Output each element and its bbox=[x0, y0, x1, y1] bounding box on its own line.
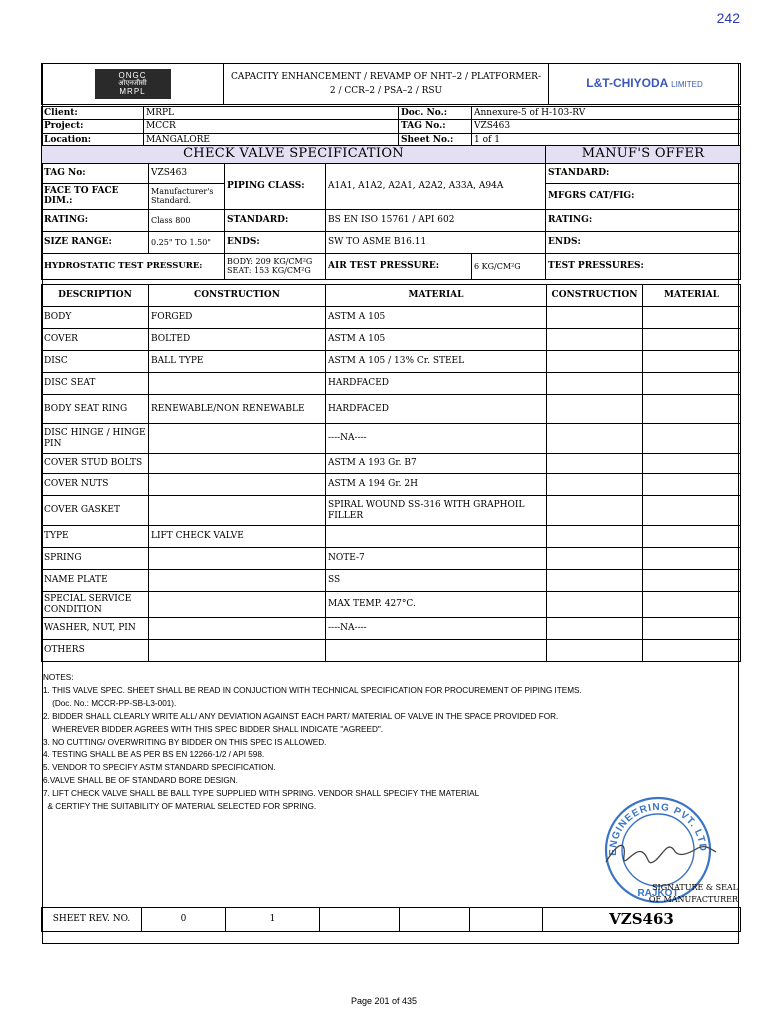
note-line: & CERTIFY THE SUITABILITY OF MATERIAL SELECTED FOR SPRING. bbox=[43, 802, 317, 812]
part-material: HARDFACED bbox=[326, 395, 547, 424]
part-material: ASTM A 193 Gr. B7 bbox=[326, 454, 547, 474]
ongc-logo-hindi: ओएनजीसी bbox=[118, 80, 147, 88]
part-construction: BOLTED bbox=[149, 329, 326, 351]
offer-construction bbox=[547, 640, 643, 662]
part-row bbox=[42, 526, 741, 548]
offer-construction bbox=[547, 526, 643, 548]
part-description: COVER GASKET bbox=[42, 496, 149, 526]
offer-title: MANUF'S OFFER bbox=[546, 146, 741, 164]
offer-material bbox=[643, 496, 741, 526]
air-label: AIR TEST PRESSURE: bbox=[326, 253, 472, 279]
col-m-material: MATERIAL bbox=[643, 285, 741, 307]
part-row bbox=[42, 395, 741, 424]
part-description: BODY bbox=[42, 307, 149, 329]
note-line: WHEREVER BIDDER AGREES WITH THIS SPEC BIDDER SHALL INDICATE "AGREED". bbox=[43, 724, 384, 734]
location-label: Location: bbox=[42, 133, 144, 146]
part-construction: LIFT CHECK VALVE bbox=[149, 526, 326, 548]
page-footer: Page 201 of 435 bbox=[350, 996, 418, 1006]
part-material: ASTM A 105 / 13% Cr. STEEL bbox=[326, 351, 547, 373]
part-description: DISC SEAT bbox=[42, 373, 149, 395]
part-description: DISC HINGE / HINGE PIN bbox=[42, 424, 149, 454]
offer-material bbox=[643, 373, 741, 395]
rev-tag: VZS463 bbox=[543, 908, 741, 932]
part-row bbox=[42, 592, 741, 618]
info-table bbox=[41, 106, 741, 147]
m-rating-label: RATING: bbox=[546, 209, 741, 231]
part-row bbox=[42, 618, 741, 640]
standard-label: STANDARD: bbox=[225, 209, 326, 231]
rev-0: 0 bbox=[142, 908, 226, 932]
part-row bbox=[42, 454, 741, 474]
part-construction bbox=[149, 424, 326, 454]
offer-material bbox=[643, 307, 741, 329]
part-row bbox=[42, 373, 741, 395]
tagno-label: TAG No.: bbox=[399, 120, 472, 133]
note-line: 2. BIDDER SHALL CLEARLY WRITE ALL/ ANY DEVIATION AGAINST EACH PART/ MATERIAL OF VALVE IN THE SPACE PROVIDED FOR. bbox=[43, 711, 559, 721]
note-line: 3. NO CUTTING/ OVERWRITING BY BIDDER ON THIS SPEC IS ALLOWED. bbox=[43, 737, 327, 747]
part-material: ASTM A 194 Gr. 2H bbox=[326, 474, 547, 496]
docno-label: Doc. No.: bbox=[399, 107, 472, 120]
offer-material bbox=[643, 454, 741, 474]
part-row bbox=[42, 474, 741, 496]
part-material: NOTE-7 bbox=[326, 548, 547, 570]
docno-value: Annexure-5 of H-103-RV bbox=[472, 107, 741, 120]
part-material: ----NA---- bbox=[326, 618, 547, 640]
offer-construction bbox=[547, 454, 643, 474]
contractor-suffix: LIMITED bbox=[671, 80, 703, 90]
m-ends-label: ENDS: bbox=[546, 231, 741, 253]
offer-material bbox=[643, 570, 741, 592]
offer-construction bbox=[547, 618, 643, 640]
sheetno-value: 1 of 1 bbox=[472, 133, 741, 146]
parts-body bbox=[42, 307, 741, 662]
part-description: OTHERS bbox=[42, 640, 149, 662]
col-material: MATERIAL bbox=[326, 285, 547, 307]
part-description: NAME PLATE bbox=[42, 570, 149, 592]
face-value: Manufacturer's Standard. bbox=[149, 183, 225, 209]
note-line: 5. VENDOR TO SPECIFY ASTM STANDARD SPECIFICATION. bbox=[43, 763, 276, 773]
spec-table bbox=[41, 145, 741, 280]
offer-construction bbox=[547, 351, 643, 373]
hydro-label: HYDROSTATIC TEST PRESSURE: bbox=[42, 253, 225, 279]
offer-construction bbox=[547, 307, 643, 329]
note-line: 1. THIS VALVE SPEC. SHEET SHALL BE READ IN CONJUCTION WITH TECHNICAL SPECIFICATION FOR PROCUREMENT OF PIPING ITEMS. bbox=[43, 685, 582, 695]
rating-value: Class 800 bbox=[149, 209, 225, 231]
stamp-inner-ring bbox=[622, 814, 694, 886]
size-label: SIZE RANGE: bbox=[42, 231, 149, 253]
rev-blank-2 bbox=[400, 908, 470, 932]
page-marker: 242 bbox=[716, 10, 740, 26]
rev-blank-3 bbox=[470, 908, 543, 932]
offer-construction bbox=[547, 570, 643, 592]
rating-label: RATING: bbox=[42, 209, 149, 231]
signature-line-2: OF MANUFACTURER bbox=[648, 895, 738, 904]
ends-value: SW TO ASME B16.11 bbox=[326, 231, 546, 253]
project-title bbox=[224, 64, 549, 105]
part-row bbox=[42, 307, 741, 329]
part-description: DISC bbox=[42, 351, 149, 373]
part-material: HARDFACED bbox=[326, 373, 547, 395]
offer-material bbox=[643, 351, 741, 373]
part-description: WASHER, NUT, PIN bbox=[42, 618, 149, 640]
part-description: SPECIAL SERVICE CONDITION bbox=[42, 592, 149, 618]
project-label: Project: bbox=[42, 120, 144, 133]
contractor-logo bbox=[549, 64, 741, 105]
ongc-logo bbox=[42, 64, 224, 105]
part-construction bbox=[149, 570, 326, 592]
project-line-1: CAPACITY ENHANCEMENT / REVAMP OF NHT–2 / PLATFORMER- bbox=[230, 72, 541, 82]
project-value: MCCR bbox=[144, 120, 399, 133]
offer-construction bbox=[547, 548, 643, 570]
offer-construction bbox=[547, 373, 643, 395]
note-line: 4. TESTING SHALL BE AS PER BS EN 12266-1/2 / API 598. bbox=[43, 750, 265, 760]
col-construction: CONSTRUCTION bbox=[149, 285, 326, 307]
client-label: Client: bbox=[42, 107, 144, 120]
m-mfgrs-label: MFGRS CAT/FIG: bbox=[546, 183, 741, 209]
note-line: NOTES: bbox=[43, 673, 74, 682]
part-description: SPRING bbox=[42, 548, 149, 570]
offer-material bbox=[643, 474, 741, 496]
note-line: 6.VALVE SHALL BE OF STANDARD BORE DESIGN. bbox=[43, 776, 238, 786]
revision-table bbox=[41, 907, 741, 932]
rev-blank-1 bbox=[320, 908, 400, 932]
m-standard-label: STANDARD: bbox=[546, 163, 741, 183]
offer-material bbox=[643, 640, 741, 662]
signature-line-1: SIGNATURE & SEAL bbox=[652, 883, 738, 892]
client-value: MRPL bbox=[144, 107, 399, 120]
hydro-seat: SEAT: 153 KG/CM²G bbox=[227, 266, 311, 276]
piping-label: PIPING CLASS: bbox=[225, 163, 326, 209]
part-description: BODY SEAT RING bbox=[42, 395, 149, 424]
part-row bbox=[42, 640, 741, 662]
ends-label: ENDS: bbox=[225, 231, 326, 253]
part-material bbox=[326, 526, 547, 548]
part-construction bbox=[149, 474, 326, 496]
part-row bbox=[42, 424, 741, 454]
air-value: 6 KG/CM²G bbox=[472, 253, 546, 279]
piping-value: A1A1, A1A2, A2A1, A2A2, A33A, A94A bbox=[326, 163, 546, 209]
part-construction: RENEWABLE/NON RENEWABLE bbox=[149, 395, 326, 424]
part-material: ----NA---- bbox=[326, 424, 547, 454]
offer-material bbox=[643, 592, 741, 618]
tag-label: TAG No: bbox=[42, 163, 149, 183]
part-material: ASTM A 105 bbox=[326, 329, 547, 351]
col-description: DESCRIPTION bbox=[42, 285, 149, 307]
hydro-value bbox=[225, 253, 326, 279]
part-construction bbox=[149, 640, 326, 662]
offer-construction bbox=[547, 424, 643, 454]
part-construction bbox=[149, 373, 326, 395]
part-construction bbox=[149, 592, 326, 618]
part-material: SS bbox=[326, 570, 547, 592]
contractor-name: L&T-CHIYODA bbox=[586, 76, 669, 91]
part-row bbox=[42, 548, 741, 570]
ongc-logo-top: ONGC bbox=[118, 70, 147, 80]
size-value: 0.25" TO 1.50" bbox=[149, 231, 225, 253]
offer-construction bbox=[547, 329, 643, 351]
sheetno-label: Sheet No.: bbox=[399, 133, 472, 146]
project-line-2: 2 / CCR–2 / PSA–2 / RSU bbox=[329, 86, 443, 96]
part-description: TYPE bbox=[42, 526, 149, 548]
note-line: (Doc. No.: MCCR-PP-SB-L3-001). bbox=[43, 698, 177, 708]
stamp-city: RAJKOT bbox=[637, 888, 679, 899]
part-row bbox=[42, 496, 741, 526]
location-value: MANGALORE bbox=[144, 133, 399, 146]
offer-construction bbox=[547, 496, 643, 526]
part-material: SPIRAL WOUND SS-316 WITH GRAPHOIL FILLER bbox=[326, 496, 547, 526]
part-description: COVER STUD BOLTS bbox=[42, 454, 149, 474]
spec-title: CHECK VALVE SPECIFICATION bbox=[42, 146, 546, 164]
rev-label: SHEET REV. NO. bbox=[42, 908, 142, 932]
offer-material bbox=[643, 548, 741, 570]
offer-construction bbox=[547, 474, 643, 496]
parts-table bbox=[41, 284, 741, 662]
part-construction: BALL TYPE bbox=[149, 351, 326, 373]
standard-value: BS EN ISO 15761 / API 602 bbox=[326, 209, 546, 231]
part-material bbox=[326, 640, 547, 662]
part-row bbox=[42, 329, 741, 351]
offer-material bbox=[643, 395, 741, 424]
part-material: ASTM A 105 bbox=[326, 307, 547, 329]
part-description: COVER NUTS bbox=[42, 474, 149, 496]
header-table bbox=[41, 63, 741, 105]
part-construction bbox=[149, 496, 326, 526]
offer-material bbox=[643, 424, 741, 454]
tag-value: VZS463 bbox=[149, 163, 225, 183]
part-row bbox=[42, 351, 741, 373]
tagno-value: VZS463 bbox=[472, 120, 741, 133]
offer-material bbox=[643, 526, 741, 548]
part-construction bbox=[149, 454, 326, 474]
part-material: MAX TEMP. 427°C. bbox=[326, 592, 547, 618]
offer-material bbox=[643, 329, 741, 351]
part-row bbox=[42, 570, 741, 592]
part-construction: FORGED bbox=[149, 307, 326, 329]
m-test-label: TEST PRESSURES: bbox=[546, 253, 741, 279]
ongc-logo-bottom: MRPL bbox=[119, 86, 146, 96]
face-label: FACE TO FACE DIM.: bbox=[42, 183, 149, 209]
part-construction bbox=[149, 618, 326, 640]
stamp-arc-text: ENGINEERING PVT. LTD bbox=[607, 801, 709, 856]
offer-construction bbox=[547, 592, 643, 618]
offer-material bbox=[643, 618, 741, 640]
part-construction bbox=[149, 548, 326, 570]
col-m-construction: CONSTRUCTION bbox=[547, 285, 643, 307]
rev-1: 1 bbox=[226, 908, 320, 932]
offer-construction bbox=[547, 395, 643, 424]
signature-label bbox=[600, 882, 738, 906]
part-description: COVER bbox=[42, 329, 149, 351]
note-line: 7. LIFT CHECK VALVE SHALL BE BALL TYPE SUPPLIED WITH SPRING. VENDOR SHALL SPECIFY THE MATERIAL bbox=[43, 789, 480, 799]
hydro-body: BODY: 209 KG/CM²G bbox=[227, 257, 313, 267]
